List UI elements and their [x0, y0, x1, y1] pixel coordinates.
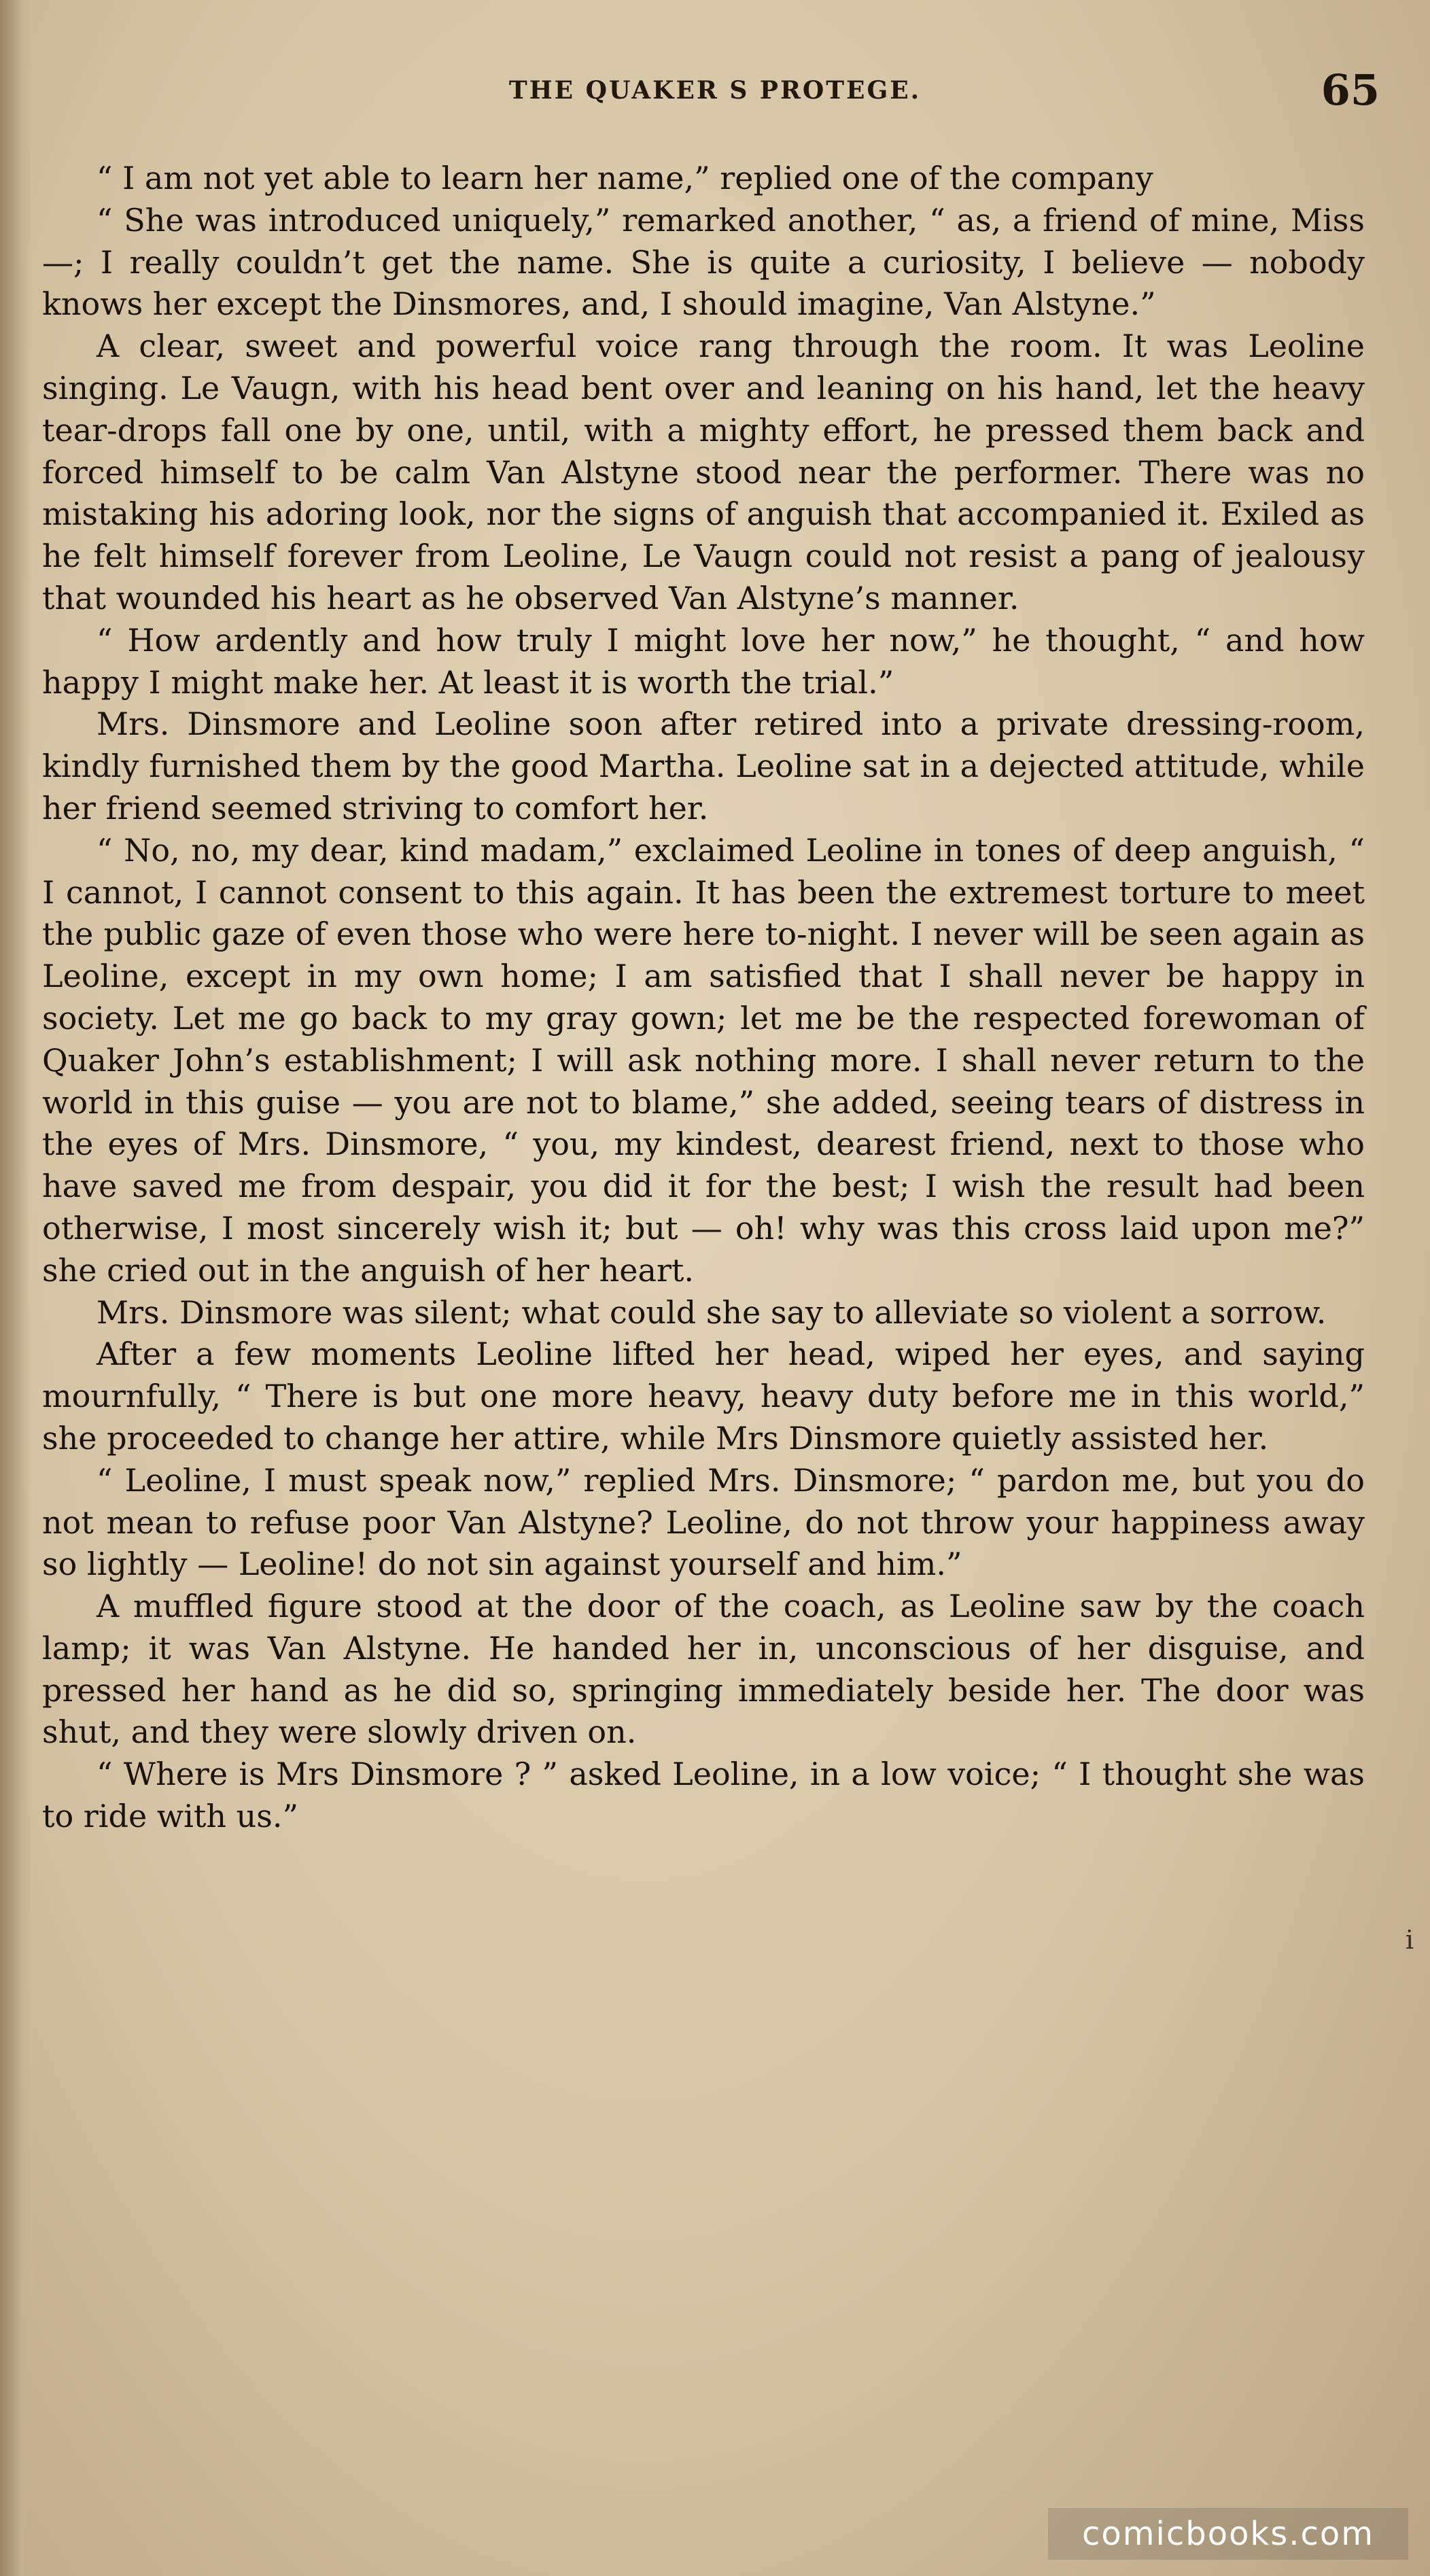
paragraph: “ How ardently and how truly I might love her now,” he thought, “ and how happy I might make her. At least it is worth the trial.”	[42, 621, 1365, 701]
page-number: 65	[1321, 65, 1380, 115]
margin-mark: i	[1405, 1925, 1414, 1955]
paragraph: “ I am not yet able to learn her name,” replied one of the company	[97, 160, 1153, 196]
paragraph: Mrs. Dinsmore was silent; what could she say to alleviate so violent a sorrow.	[97, 1293, 1327, 1331]
paragraph: “ Where is Mrs Dinsmore ? ” asked Leoline, in a low voice; “ I thought she was to ride with us.”	[42, 1756, 1365, 1835]
paragraph: Mrs. Dinsmore and Leoline soon after retired into a private dressing-room, kindly furnished them by the good Martha. Leoline sat in a dejected attitude, while her friend seemed striving to comfort her.	[42, 706, 1365, 826]
site-watermark: comicbooks.com	[1048, 2508, 1408, 2560]
running-head: THE QUAKER S PROTEGE.	[508, 76, 922, 105]
body-text	[42, 158, 1365, 1838]
paragraph: A muffled figure stood at the door of the coach, as Leoline saw by the coach lamp; it was Van Alstyne. He handed her in, unconscious of her disguise, and pressed her hand as he did so, springing immediately beside her. The door was shut, and they were slowly driven on.	[42, 1588, 1365, 1751]
paragraph: “ No, no, my dear, kind madam,” exclaimed Leoline in tones of deep anguish, “ I cannot, I cannot consent to this again. It has been the extremest torture to meet the public gaze of even those who were here to-night. I never will be seen again as Leoline, except in my own home; I am satisfied that I shall never be happy in society. Let me go back to my gray gown; let me be the respected forewoman of Quaker John’s establishment; I will ask nothing more. I shall never return to the world in this guise — you are not to blame,” she added, seeing tears of distress in the eyes of Mrs. Dinsmore, “ you, my kindest, dearest friend, next to those who have saved me from despair, you did it for the best; I wish the result had been otherwise, I most sincerely wish it; but — oh! why was this cross laid upon me?” she cried out in the anguish of her heart.	[42, 831, 1365, 1289]
paragraph: “ Leoline, I must speak now,” replied Mrs. Dinsmore; “ pardon me, but you do not mean to refuse poor Van Alstyne? Leoline, do not throw your happiness away so lightly — Leoline! do not sin against yourself and him.”	[42, 1461, 1365, 1583]
paragraph: After a few moments Leoline lifted her head, wiped her eyes, and saying mournfully, “ There is but one more heavy, heavy duty before me in this world,” she proceeded to change her attire, while Mrs Dinsmore quietly assisted her.	[42, 1336, 1365, 1457]
page-gutter-shadow	[0, 0, 31, 2576]
paragraph: “ She was introduced uniquely,” remarked another, “ as, a friend of mine, Miss —; I really couldn’t get the name. She is quite a curiosity, I believe — nobody knows her except the Dinsmores, and, I should imagine, Van Alstyne.”	[42, 201, 1365, 323]
paragraph: A clear, sweet and powerful voice rang through the room. It was Leoline singing. Le Vaugn, with his head bent over and leaning on his hand, let the heavy tear-drops fall one by one, until, with a mighty effort, he pressed them back and forced himself to be calm Van Alstyne stood near the performer. There was no mistaking his adoring look, nor the signs of anguish that accompanied it. Exiled as he felt himself forever from Leoline, Le Vaugn could not resist a pang of jealousy that wounded his heart as he observed Van Alstyne’s manner.	[42, 328, 1365, 616]
